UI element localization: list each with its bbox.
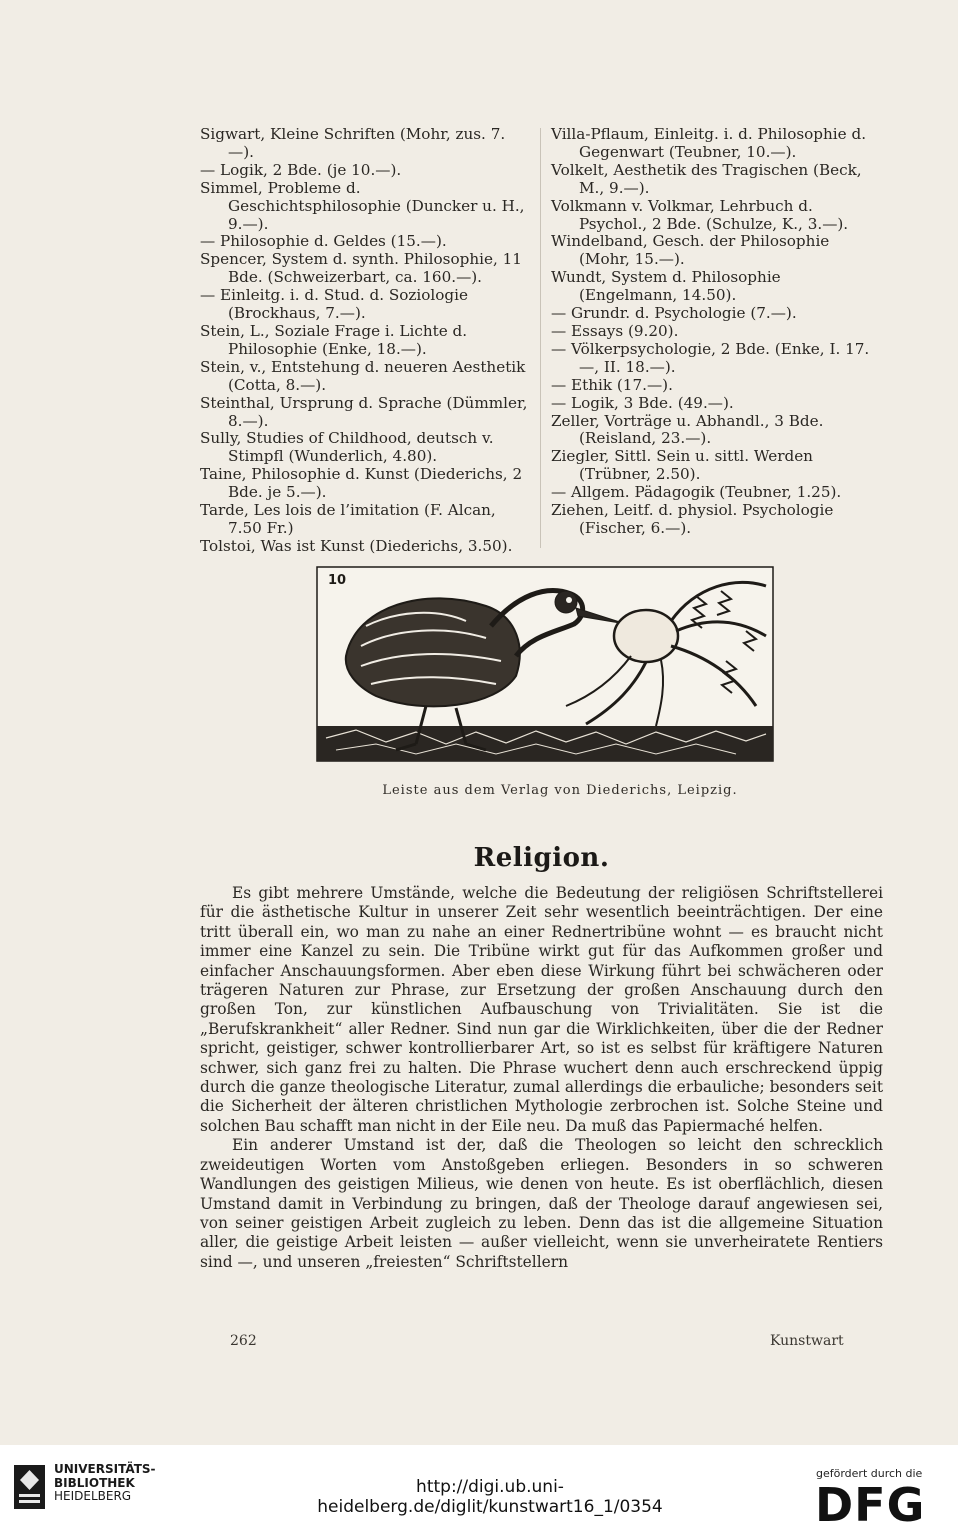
bib-entry: — Essays (9.20). [551,321,679,340]
bib-entry: Taine, Philosophie d. Kunst (Diederichs, 2 Bde. je 5.—). [200,465,523,502]
library-name-line: UNIVERSITÄTS- [54,1462,156,1476]
bib-entry: Ziegler, Sittl. Sein u. sittl. Werden (Trübner, 2.50). [551,447,813,484]
bib-entry: — Grundr. d. Psychologie (7.—). [551,304,797,323]
figure-number: 10 [328,573,347,588]
university-library-logo-icon [12,1463,47,1511]
bib-entry: Tolstoi, Was ist Kunst (Diederichs, 3.50). [200,536,513,555]
bib-entry: — Logik, 3 Bde. (49.—). [551,393,734,412]
bib-entry: Sully, Studies of Childhood, deutsch v. Stimpfl (Wunderlich, 4.80). [200,429,494,466]
bib-entry: — Ethik (17.—). [551,375,673,394]
stork-ornament-illustration [316,566,774,762]
paragraph: Ein anderer Umstand ist der, daß die Theologen so leicht den schrecklich zweideutigen Worten vom Anstoßgeben erliegen. Besonders in so schweren Wandlungen des geistigen Milieus, wie denen von heute. Es ist oberflächlich, diesen Umstand damit in Verbindung zu bringen, daß der Theologe darauf angewiesen sei, von seiner geistigen Arbeit zugleich zu leben. Denn das ist die allgemeine Situation aller, die geistige Arbeit leisten — außer vielleicht, wenn sie unverheiratete Rentiers sind —, und unseren „freiesten“ Schriftstellern [200,1136,883,1271]
bib-entry: — Logik, 2 Bde. (je 10.—). [200,160,402,179]
bib-entry: Spencer, System d. synth. Philosophie, 11 Bde. (Schweizerbart, ca. 160.—). [200,250,522,287]
bib-entry: Simmel, Probleme d. Geschichtsphilosophie (Duncker u. H., 9.—). [200,178,525,233]
bib-entry: Sigwart, Kleine Schriften (Mohr, zus. 7.—). [200,125,506,161]
figure-caption: Leiste aus dem Verlag von Diederichs, Leipzig. [382,783,738,798]
bib-entry: Wundt, System d. Philosophie (Engelmann, 14.50). [551,268,781,305]
bib-entry: Stein, v., Entstehung d. neueren Aesthetik (Cotta, 8.—). [200,357,526,394]
bib-entry: Zeller, Vorträge u. Abhandl., 3 Bde. (Reisland, 23.—). [551,411,824,448]
bib-entry: Stein, L., Soziale Frage i. Lichte d. Philosophie (Enke, 18.—). [200,321,468,358]
running-title: Kunstwart [770,1333,844,1349]
bibliography-right-column [551,126,881,538]
dfg-logo: DFG [815,1478,926,1532]
page-number: 262 [230,1333,257,1349]
bib-entry: Volkmann v. Volkmar, Lehrbuch d. Psychol., 2 Bde. (Schulze, K., 3.—). [551,196,849,233]
column-divider [540,128,541,548]
bib-entry: Tarde, Les lois de l’imitation (F. Alcan, 7.50 Fr.) [200,501,496,537]
bib-entry: — Völkerpsychologie, 2 Bde. (Enke, I. 17.—, II. 18.—). [551,339,870,376]
bib-entry: Steinthal, Ursprung d. Sprache (Dümmler, 8.—). [200,393,528,430]
bib-entry: Windelband, Gesch. der Philosophie (Mohr, 15.—). [551,232,830,269]
bib-entry: Villa-Pflaum, Einleitg. i. d. Philosophie d. Gegenwart (Teubner, 10.—). [551,125,867,161]
library-name-line: BIBLIOTHEK [54,1475,135,1490]
bib-entry: — Einleitg. i. d. Stud. d. Soziologie (Brockhaus, 7.—). [200,286,468,323]
bib-entry: Ziehen, Leitf. d. physiol. Psychologie (Fischer, 6.—). [551,501,834,537]
library-name [54,1463,156,1504]
bib-entry: Volkelt, Aesthetik des Tragischen (Beck, M., 9.—). [551,160,862,197]
article-body [200,884,883,1272]
paragraph: Es gibt mehrere Umstände, welche die Bedeutung der religiösen Schriftstellerei für die ästhetische Kultur in unserer Zeit sehr wesentlich beeinträchtigen. Der eine tritt überall ein, wo man zu nahe an einer Rednertribüne wohnt — es braucht nicht immer eine Kanzel zu sein. Die Tribüne wirkt gut für das Aufkommen großer und einfacher Anschauungsformen. Aber eben diese Wirkung führt bei schwächeren oder trägeren Naturen zur Phrase, zur Ersetzung der großen Anschauung durch den großen Ton, zur künstlichen Aufbauschung von Trivialitäten. Sie ist die „Berufskrankheit“ aller Redner. Sind nun gar die Wirklichkeiten, über die der Redner spricht, geistiger, schwer kontrollierbarer Art, so ist es selbst für kräftigere Naturen schwer, sich ganz frei zu halten. Die Phrase wuchert denn auch erschreckend üppig durch die ganze theologische Literatur, zumal allerdings die erbauliche; besonders seit die Sicherheit der älteren christlichen Mythologie zerbrochen ist. Solche Steine und solchen Bau schafft man nicht in der Eile neu. Da muß das Papiermaché helfen. [200,884,883,1135]
section-heading: Religion. [473,843,610,873]
bibliography-left-column [200,126,530,556]
bib-entry: — Allgem. Pädagogik (Teubner, 1.25). [551,483,842,502]
library-name-line: HEIDELBERG [54,1489,132,1503]
bib-entry: — Philosophie d. Geldes (15.—). [200,232,447,251]
viewer-footer [0,1445,958,1534]
permalink-url[interactable]: http://digi.ub.uni-heidelberg.de/diglit/kunstwart16_1/0354 [317,1477,663,1517]
funder-text: gefördert durch die [816,1467,923,1480]
